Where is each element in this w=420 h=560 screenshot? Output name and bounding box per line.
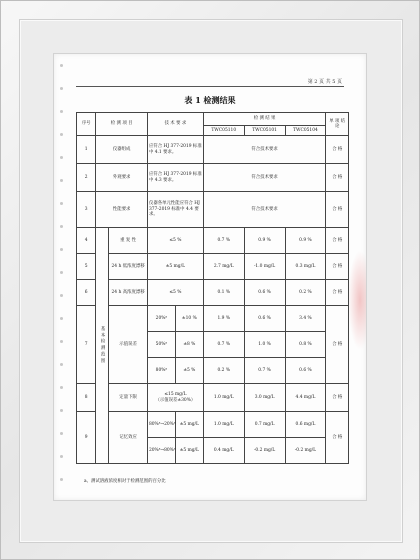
page-number: 第 2 页 共 5 页 <box>307 79 342 85</box>
table-row: 8 定量下限 ≤15 mg/L （示值误差±30%） 1.0 mg/L 3.0 mg/L 4.4 mg/L 合 格 <box>77 384 349 412</box>
document-page <box>54 54 366 500</box>
table-row: 6 24 h 高浓度漂移 ≤5 % 0.1 % 0.6 % 0.2 % 合 格 <box>77 280 349 306</box>
table-row: 3 性能要求 仪器各单元性能应符合 HJ 377-2019 标准中 4.4 要求。 符合技术要求 合 格 <box>77 192 349 228</box>
table-row: 4 基本检测范围 重 复 性 ≤5 % 0.7 % 0.9 % 0.9 % 合 格 <box>77 228 349 254</box>
header-unit-2: TWC05101 <box>244 126 285 136</box>
header-conclusion: 单 项 结 论 <box>326 113 349 136</box>
table-row: 50%ᵃ ±8 % 0.7 % 1.0 % 0.8 % <box>77 332 349 358</box>
header-unit-1: TWC05110 <box>203 126 244 136</box>
table-footnote: a、测试溶液浓度相对于检测范围的百分比 <box>84 479 166 484</box>
table-row: 1 仪器组成 应符合 HJ 377-2019 标准中 4.1 要求。 符合技术要求 合 格 <box>77 136 349 164</box>
binding-holes <box>60 64 64 484</box>
table-row: 2 外观要求 应符合 HJ 377-2019 标准中 4.3 要求。 符合技术要求 合 格 <box>77 164 349 192</box>
header-requirement: 技 术 要 求 <box>147 113 203 136</box>
header-rule <box>76 86 344 87</box>
seal-stamp-mark <box>348 250 366 350</box>
table-row: 7 示值误差 20%ᵃ ±10 % 1.9 % 0.6 % 3.4 % 合 格 <box>77 306 349 332</box>
header-result: 检 测 结 果 <box>203 113 326 126</box>
table-row: 20%ᵃ→80%ᵃ ±5 mg/L 0.4 mg/L -0.2 mg/L -0.2 mg/L <box>77 438 349 464</box>
header-seq: 序号 <box>77 113 96 136</box>
table-row: 80%ᵃ ±5 % 0.2 % 0.7 % 0.6 % <box>77 358 349 384</box>
table-row: 9 记忆效应 80%ᵃ→20%ᵃ ±5 mg/L 1.0 mg/L 0.7 mg/L 0.6 mg/L 合 格 <box>77 412 349 438</box>
results-table <box>76 112 349 464</box>
group-label: 基本检测范围 <box>96 228 109 464</box>
table-row: 5 24 h 低浓度漂移 ±5 mg/L 2.7 mg/L -1.0 mg/L 0.3 mg/L 合 格 <box>77 254 349 280</box>
table-title: 表 1 检测结果 <box>184 95 236 105</box>
header-item: 检 测 项 目 <box>96 113 148 136</box>
header-unit-3: TWC05104 <box>285 126 326 136</box>
